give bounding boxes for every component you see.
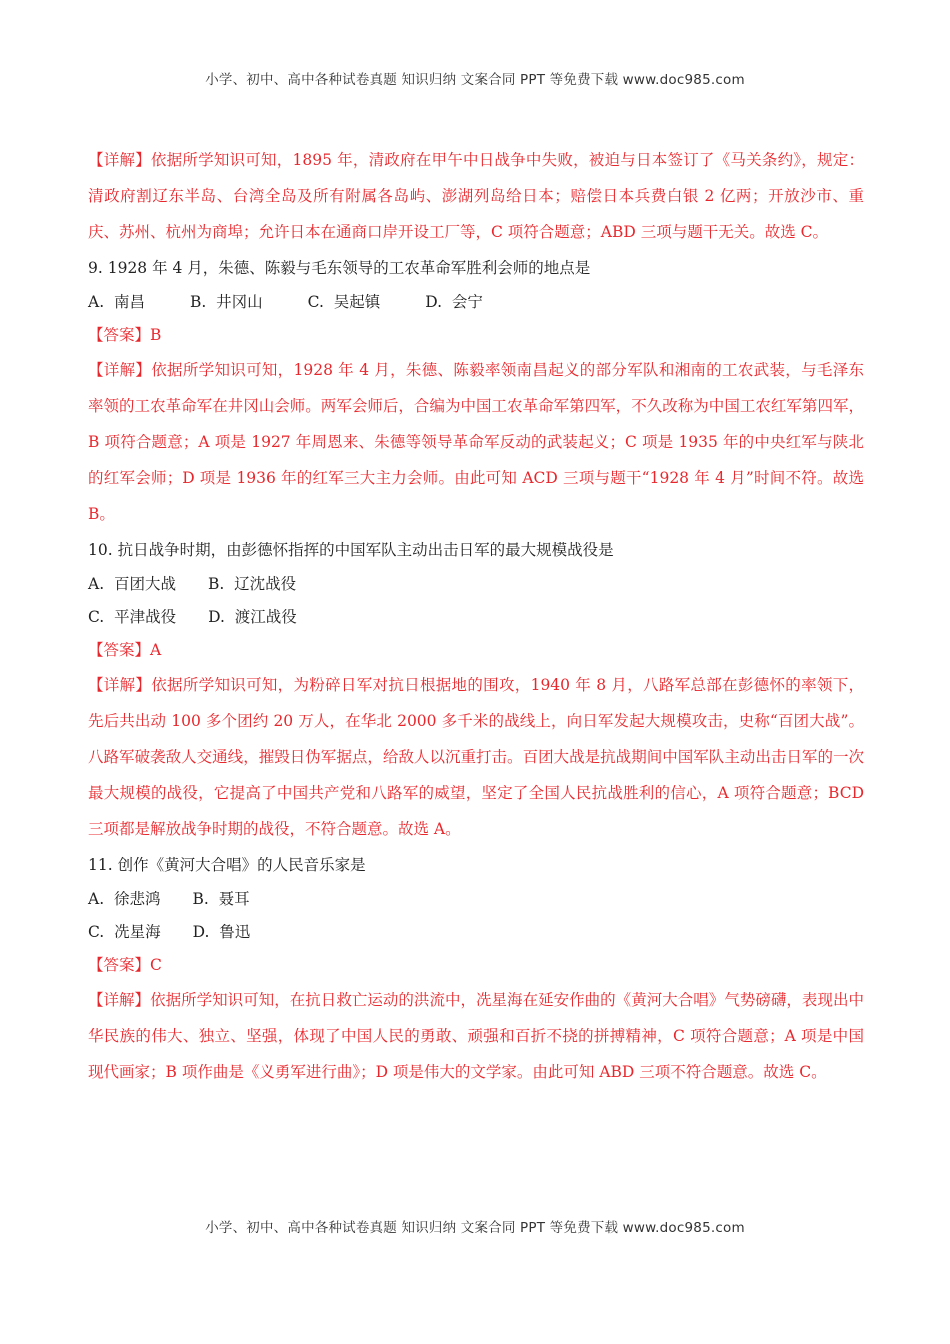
q9-answer: 【答案】B bbox=[88, 326, 162, 344]
q10-option-d: D. 渡江战役 bbox=[208, 608, 297, 626]
q10-options-row2 bbox=[88, 601, 864, 634]
q11-option-a: A. 徐悲鸿 bbox=[88, 890, 161, 908]
q10-options-row1 bbox=[88, 568, 864, 601]
q9-explanation: 【详解】依据所学知识可知，1928 年 4 月，朱德、陈毅率领南昌起义的部分军队和湘南的工农武装，与毛泽东率领的工农革命军在井冈山会师。两军会师后，合编为中国工农革命军第四军，不久改称为中国工农红军第四军，B 项符合题意；A 项是 1927 年周恩来、朱德等领导革命军反动的武装起义；C 项是 1935 年的中央红军与陕北的红军会师；D 项是 1936 年的红军三大主力会师。由此可知 ACD 三项与题干“1928 年 4 月”时间不符。故选 B。 bbox=[88, 361, 864, 523]
q9-stem: 9. 1928 年 4 月，朱德、陈毅与毛东领导的工农革命军胜利会师的地点是 bbox=[88, 259, 591, 277]
page-footer: 小学、初中、高中各种试卷真题 知识归纳 文案合同 PPT 等免费下载 www.doc985.com bbox=[205, 1220, 745, 1236]
q9-option-c: C. 吴起镇 bbox=[307, 293, 381, 311]
q11-option-c: C. 冼星海 bbox=[88, 923, 161, 941]
q9-option-d: D. 会宁 bbox=[425, 293, 483, 311]
q10-explanation: 【详解】依据所学知识可知，为粉碎日军对抗日根据地的围攻，1940 年 8 月，八路军总部在彭德怀的率领下，先后共出动 100 多个团约 20 万人，在华北 2000 多千米的战线上，向日军发起大规模攻击，史称“百团大战”。八路军破袭敌人交通线，摧毁日伪军据点，给敌人以沉重打击。百团大战是抗战期间中国军队主动出击日军的一次最大规模的战役，它提高了中国共产党和八路军的威望，坚定了全国人民抗战胜利的信心，A 项符合题意；BCD 三项都是解放战争时期的战役，不符合题意。故选 A。 bbox=[88, 676, 864, 838]
q11-stem: 11. 创作《黄河大合唱》的人民音乐家是 bbox=[88, 856, 366, 874]
q11-answer: 【答案】C bbox=[88, 956, 162, 974]
q9-options bbox=[88, 286, 864, 319]
q10-stem: 10. 抗日战争时期，由彭德怀指挥的中国军队主动出击日军的最大规模战役是 bbox=[88, 541, 614, 559]
q11-option-b: B. 聂耳 bbox=[192, 890, 250, 908]
q10-option-a: A. 百团大战 bbox=[88, 575, 176, 593]
q9-option-b: B. 井冈山 bbox=[189, 293, 263, 311]
q9-option-a: A. 南昌 bbox=[88, 293, 145, 311]
q11-explanation: 【详解】依据所学知识可知，在抗日救亡运动的洪流中，冼星海在延安作曲的《黄河大合唱》气势磅礴，表现出中华民族的伟大、独立、坚强，体现了中国人民的勇敢、顽强和百折不挠的拼搏精神，C 项符合题意；A 项是中国现代画家；B 项作曲是《义勇军进行曲》；D 项是伟大的文学家。由此可知 ABD 三项不符合题意。故选 C。 bbox=[88, 991, 864, 1081]
q10-answer: 【答案】A bbox=[88, 641, 162, 659]
document-body bbox=[88, 142, 864, 1090]
q11-options-row1 bbox=[88, 883, 864, 916]
q10-option-c: C. 平津战役 bbox=[88, 608, 177, 626]
q10-option-b: B. 辽沈战役 bbox=[207, 575, 297, 593]
q11-options-row2 bbox=[88, 916, 864, 949]
q11-option-d: D. 鲁迅 bbox=[192, 923, 251, 941]
page-header: 小学、初中、高中各种试卷真题 知识归纳 文案合同 PPT 等免费下载 www.doc985.com bbox=[205, 72, 745, 88]
q8-explanation: 【详解】依据所学知识可知，1895 年，清政府在甲午中日战争中失败，被迫与日本签订了《马关条约》，规定：清政府割辽东半岛、台湾全岛及所有附属各岛屿、澎湖列岛给日本；赔偿日本兵费白银 2 亿两；开放沙市、重庆、苏州、杭州为商埠；允许日本在通商口岸开设工厂等，C 项符合题意；ABD 三项与题干无关。故选 C。 bbox=[88, 151, 864, 241]
